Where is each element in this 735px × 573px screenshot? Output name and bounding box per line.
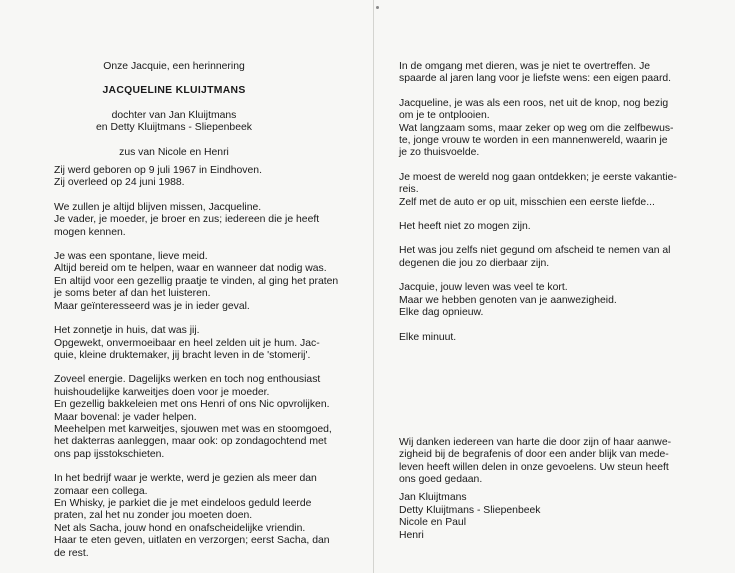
text-line: Elke dag opnieuw.: [399, 307, 484, 319]
text-line: ons pap ijsstokschieten.: [54, 448, 165, 460]
text-line: Net als Sacha, jouw hond en onafscheidelijke vriendin.: [54, 522, 306, 534]
text-line: Maar geïnteresseerd was je in ieder geval.: [54, 300, 250, 312]
paragraph: [399, 282, 694, 319]
text-line: de rest.: [54, 547, 89, 559]
text-line: Het was jou zelfs niet gegund om afscheid te nemen van al: [399, 245, 671, 257]
text-line: Elke minuut.: [399, 331, 457, 343]
text-line: In het bedrijf waar je werkte, werd je gezien als meer dan: [54, 473, 317, 485]
text-line: Je vader, je moeder, je broer en zus; iedereen die je heeft: [54, 214, 320, 226]
text-line: mogen kennen.: [54, 226, 126, 238]
paragraph: [399, 221, 694, 233]
deceased-name: JACQUELINE KLUIJTMANS: [102, 85, 246, 97]
paragraph: [54, 202, 344, 239]
text-line: En gezellig bakkeleien met ons Henri of ons Nic opvrolijken.: [54, 399, 330, 411]
birth-death-paragraph: [54, 165, 344, 190]
text-line: In de omgang met dieren, was je niet te overtreffen. Je: [399, 61, 651, 72]
text-line: Jacqueline, je was als een roos, net uit de knop, nog bezig: [399, 97, 669, 109]
signature-line: Detty Kluijtmans - Sliepenbeek: [399, 504, 541, 516]
text-line: te, jonge vrouw te worden in een mannenwereld, waarin je: [399, 135, 668, 147]
paragraph: [54, 473, 344, 560]
paragraph: [54, 374, 344, 461]
text-line: Zij werd geboren op 9 juli 1967 in Eindhoven.: [54, 165, 262, 177]
text-line: We zullen je altijd blijven missen, Jacqueline.: [54, 201, 262, 213]
paragraph: [399, 61, 694, 86]
text-line: Wij danken iedereen van harte die door zijn of haar aanwe-: [399, 437, 672, 448]
signatures: [399, 492, 699, 542]
text-line: zigheid bij de begrafenis of door een ander blijk van mede-: [399, 449, 669, 461]
text-line: Je moest de wereld nog gaan ontdekken; je eerste vakantie-: [399, 171, 677, 183]
text-line: leven heeft willen delen in onze gevoelens. Uw steun heeft: [399, 461, 669, 473]
text-line: Jacquie, jouw leven was veel te kort.: [399, 282, 568, 294]
text-line: om je te ontplooien.: [399, 110, 490, 122]
text-line: reis.: [399, 184, 419, 196]
paragraph: [399, 245, 694, 270]
paragraph: [399, 98, 694, 160]
text-line: Meehelpen met karweitjes, sjouwen met was en stoomgoed,: [54, 423, 332, 435]
text-line: Maar we hebben genoten van je aanwezigheid.: [399, 294, 617, 306]
text-line: Je was een spontane, lieve meid.: [54, 251, 208, 263]
text-line: je zo thuisvoelde.: [399, 147, 480, 159]
text-line: Het heeft niet zo mogen zijn.: [399, 221, 531, 233]
fold-line: [373, 0, 374, 573]
paragraph: [399, 172, 694, 209]
text-line: het dakterras aanleggen, maar ook: op zondagochtend met: [54, 436, 327, 448]
text-line: Wat langzaam soms, maar zeker op weg om die zelfbewus-: [399, 122, 674, 134]
text-line: Opgewekt, onvermoeibaar en heel zelden uit je hum. Jac-: [54, 337, 320, 349]
text-line: Zelf met de auto er op uit, misschien een eerste liefde...: [399, 196, 655, 208]
parents-line-2: en Detty Kluijtmans - Sliepenbeek: [96, 122, 252, 134]
text-line: degenen die jou zo dierbaar zijn.: [399, 257, 550, 269]
text-line: je soms beter af dan het luisteren.: [54, 288, 211, 300]
text-line: Maar bovenal: je vader helpen.: [54, 411, 197, 423]
left-panel: [54, 61, 344, 560]
text-line: ons goed gedaan.: [399, 474, 483, 486]
text-line: En altijd voor een gezellig praatje te vinden, al ging het praten: [54, 275, 339, 287]
signature-line: Henri: [399, 529, 424, 541]
thanks-paragraph: [399, 437, 699, 487]
intro-line: Onze Jacquie, een herinnering: [103, 61, 245, 72]
text-line: quie, kleine druktemaker, jij bracht leven in de 'stomerij'.: [54, 349, 311, 361]
siblings-line: zus van Nicole en Henri: [119, 146, 229, 158]
signature-line: Jan Kluijtmans: [399, 492, 467, 503]
paragraph: [54, 325, 344, 362]
text-line: Altijd bereid om te helpen, waar en wanneer dat nodig was.: [54, 263, 327, 275]
text-line: zomaar een collega.: [54, 485, 148, 497]
text-line: Het zonnetje in huis, dat was jij.: [54, 325, 200, 337]
paragraph: [54, 251, 344, 313]
parents-line-1: dochter van Jan Kluijtmans: [111, 109, 237, 121]
text-line: spaarde al jaren lang voor je liefste wens: een eigen paard.: [399, 73, 672, 85]
text-line: praten, zal het nu zonder jou moeten doen.: [54, 510, 253, 522]
paragraph: [399, 332, 694, 344]
text-line: En Whisky, je parkiet die je met eindeloos geduld leerde: [54, 497, 312, 509]
signature-line: Nicole en Paul: [399, 517, 467, 529]
text-line: Haar te eten geven, uitlaten en verzorgen; eerst Sacha, dan: [54, 535, 330, 547]
text-line: Zoveel energie. Dagelijks werken en toch nog enthousiast: [54, 374, 321, 386]
right-panel: [399, 61, 694, 344]
paper-mark: [376, 6, 379, 9]
text-line: huishoudelijke karweitjes doen voor je moeder.: [54, 386, 270, 398]
text-line: Zij overleed op 24 juni 1988.: [54, 177, 185, 189]
card-header: [54, 61, 294, 159]
